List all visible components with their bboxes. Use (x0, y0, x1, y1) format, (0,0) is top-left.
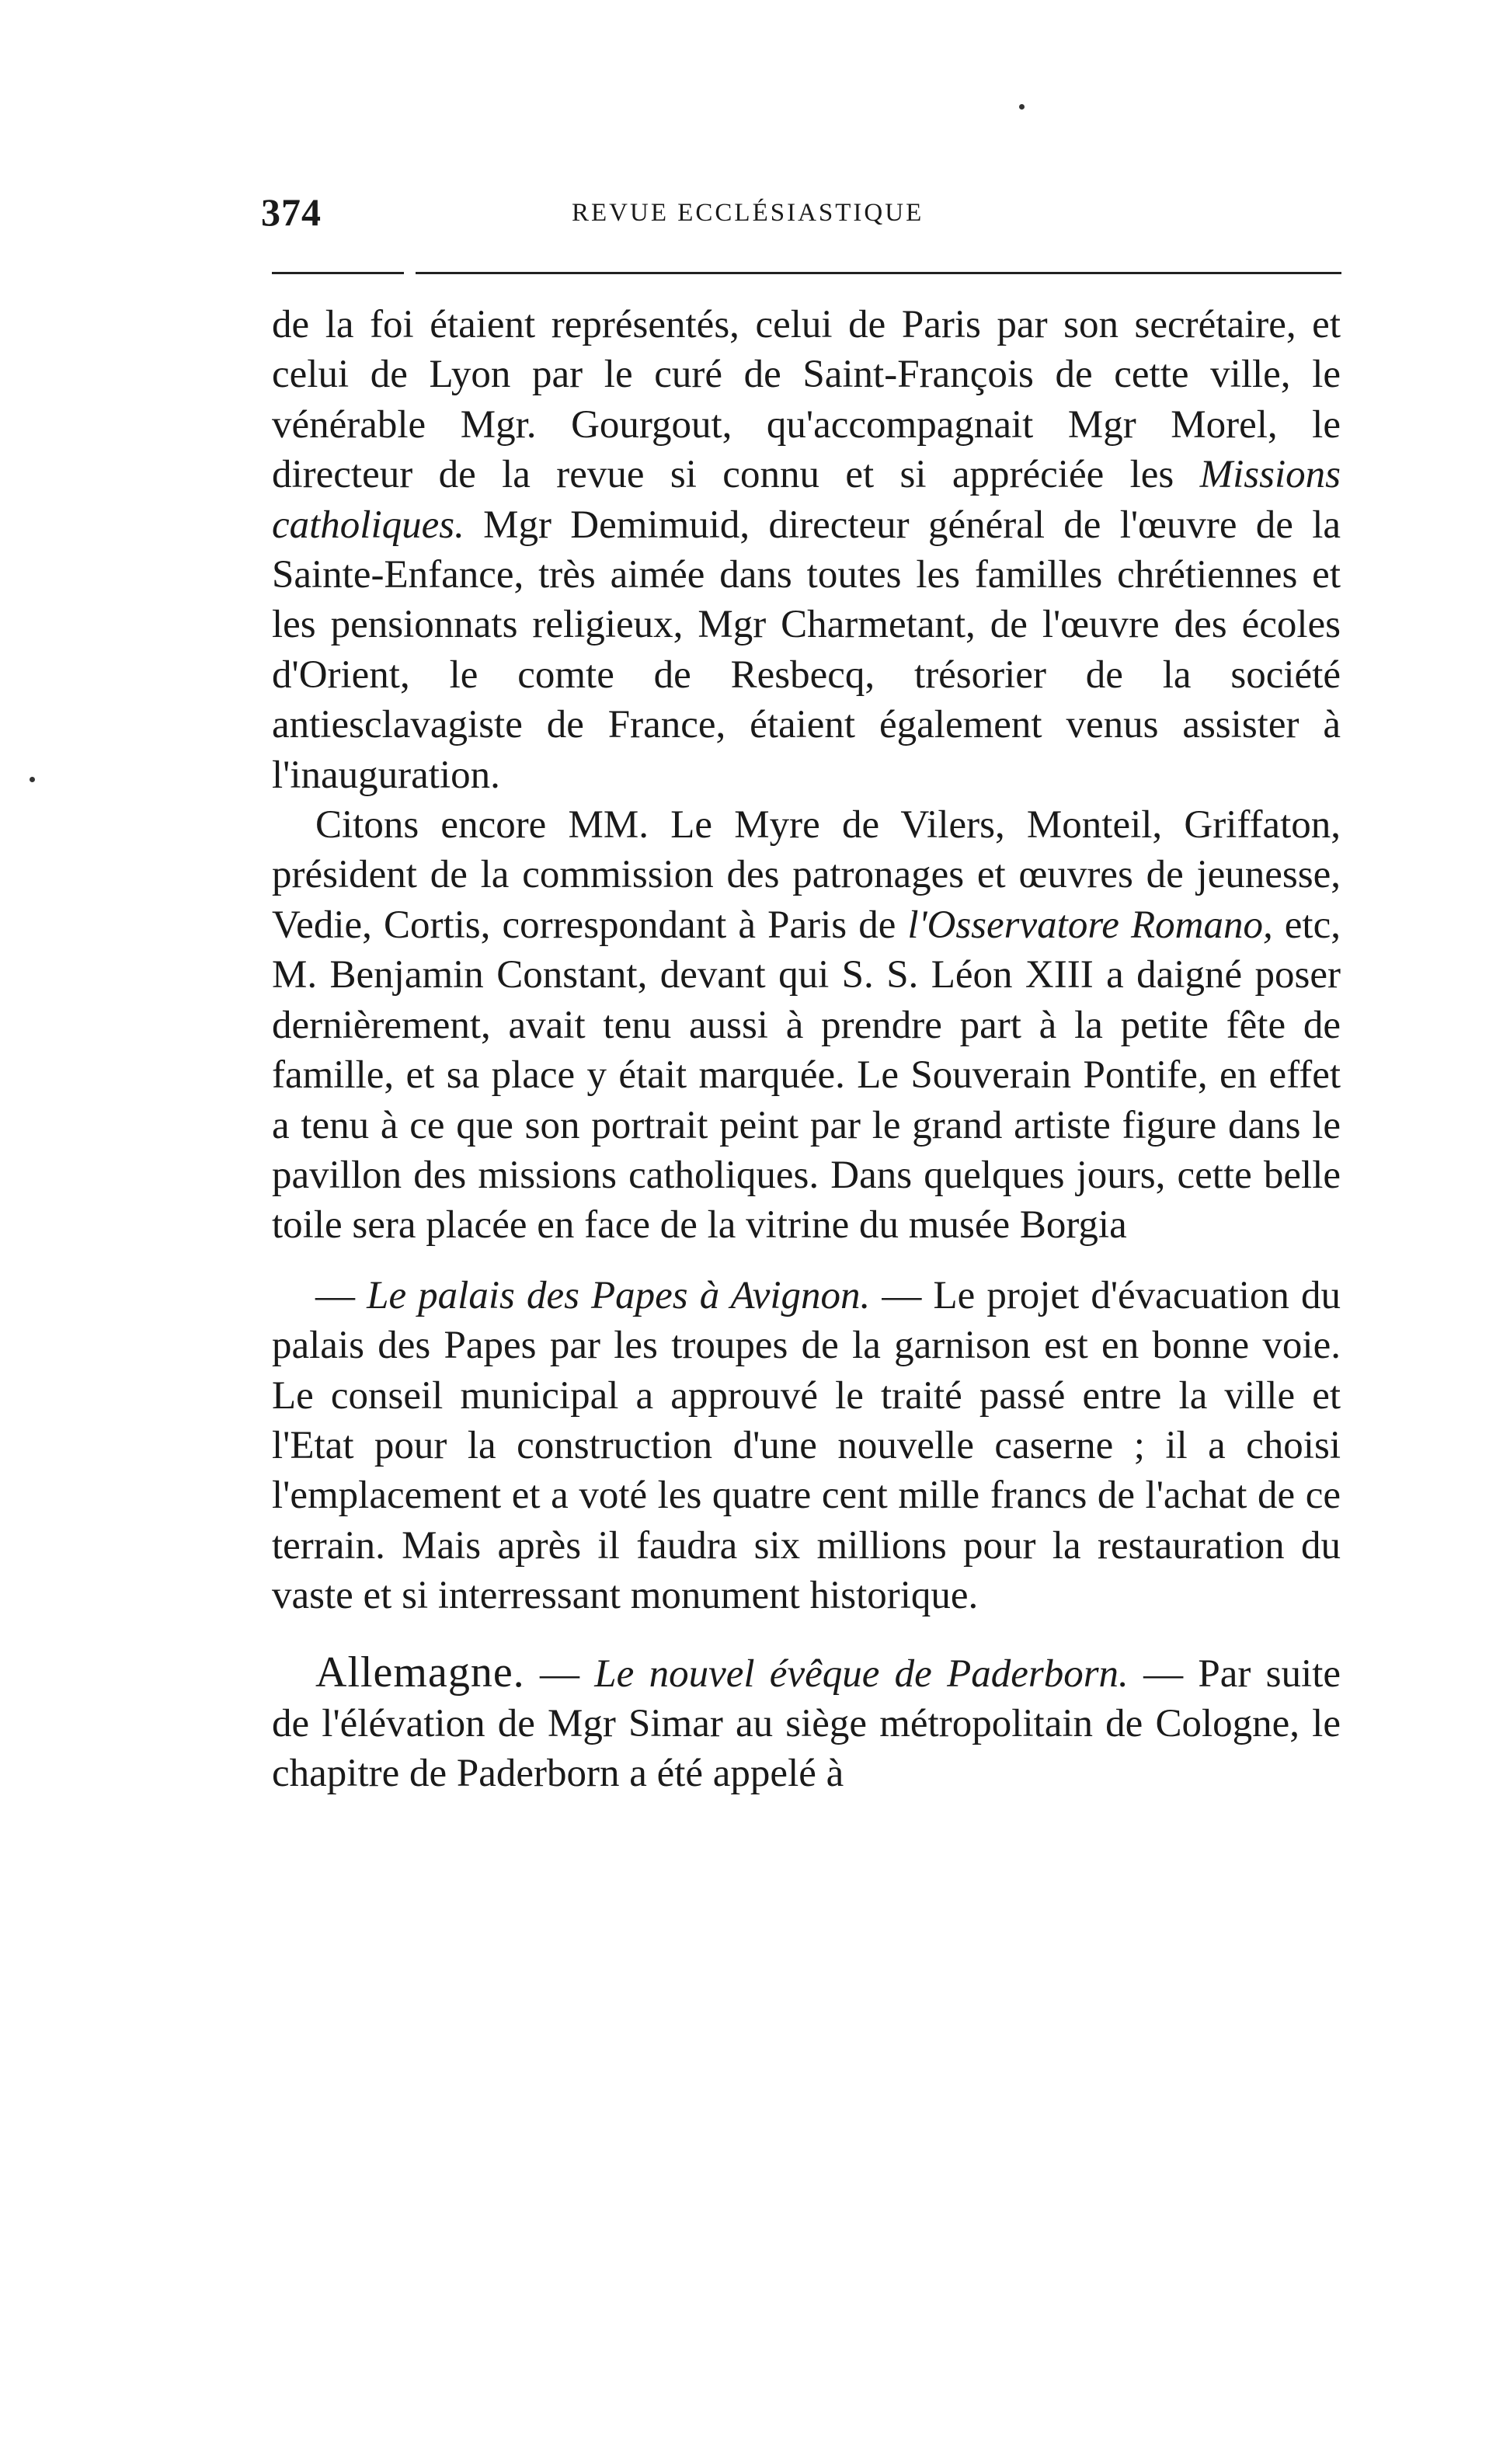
italic-title: l'Osservatore Romano, (907, 903, 1273, 947)
section-title: Le nouvel évêque de Paderborn. (594, 1651, 1129, 1696)
page-header (261, 190, 1341, 244)
paragraph-gap (272, 1621, 1341, 1648)
header-rule-right (416, 272, 1341, 274)
paragraph-continuation (272, 300, 1341, 800)
paragraph-text: — Le projet d'évacuation du palais des Papes par les troupes de la garnison est en bonne voie. Le conseil municipal a approuvé le traité passé entre la ville et l'Etat pour la construction d'une nouvelle caserne ; il a choisi l'emplacement et a voté les quatre cent mille francs de l'achat de ce terrain. Mais après il faudra six millions pour la restauration du vaste et si interressant monument historique. (272, 1273, 1341, 1618)
specks-mark (30, 777, 35, 782)
paragraph-dash: — (524, 1651, 595, 1696)
paragraph-text: Citons encore MM. Le Myre de Vilers, Monteil, Griffaton, président de la commission des patronages et œuvres de jeunesse, Vedie, Cortis, correspondant à Paris de (272, 803, 1341, 947)
running-title: REVUE ECCLÉSIASTIQUE (572, 199, 924, 227)
section-title: Le palais des Papes à Avignon. (367, 1273, 871, 1317)
paragraph-avignon (272, 1271, 1341, 1621)
paragraph-citons (272, 800, 1341, 1251)
country-heading: Allemagne. (315, 1648, 525, 1697)
paragraph-dash: — (315, 1273, 367, 1317)
italic-title: Missions catholiques. (272, 453, 1341, 547)
paragraph-text: etc, M. Benjamin Constant, devant qui S. S. Léon XIII a daigné poser dernièrement, avait tenu aussi à prendre part à la petite fête de famille, et sa place y était marquée. Le Souverain Pontife, en effet a tenu à ce que son portrait peint par le grand artiste figure dans le pavillon des missions catholiques. Dans quelques jours, cette belle toile sera placée en face de la vitrine du musée Borgia (272, 903, 1341, 1248)
header-rule-left (272, 272, 404, 274)
page-number: 374 (261, 190, 322, 234)
paragraph-allemagne (272, 1648, 1341, 1799)
paragraph-gap (272, 1251, 1341, 1271)
specks-mark (1019, 104, 1025, 110)
paragraph-text: de la foi étaient représentés, celui de Paris par son secrétaire, et celui de Lyon par le curé de Saint-François de cette ville, le vénérable Mgr. Gourgout, qu'accompagnait Mgr Morel, le directeur de la revue si connu et si appréciée les (272, 303, 1341, 497)
article-body (272, 300, 1341, 1799)
paragraph-text: Mgr Demimuid, directeur général de l'œuvre de la Sainte-Enfance, très aimée dans toutes les familles chrétiennes et les pensionnats religieux, Mgr Charmetant, de l'œuvre des écoles d'Orient, le comte de Resbecq, trésorier de la société antiesclavagiste de France, étaient également venus assister à l'inauguration. (272, 503, 1341, 797)
paragraph-text: — Par suite de l'élévation de Mgr Simar au siège métropolitain de Cologne, le chapitre de Paderborn a été appelé à (272, 1651, 1341, 1796)
